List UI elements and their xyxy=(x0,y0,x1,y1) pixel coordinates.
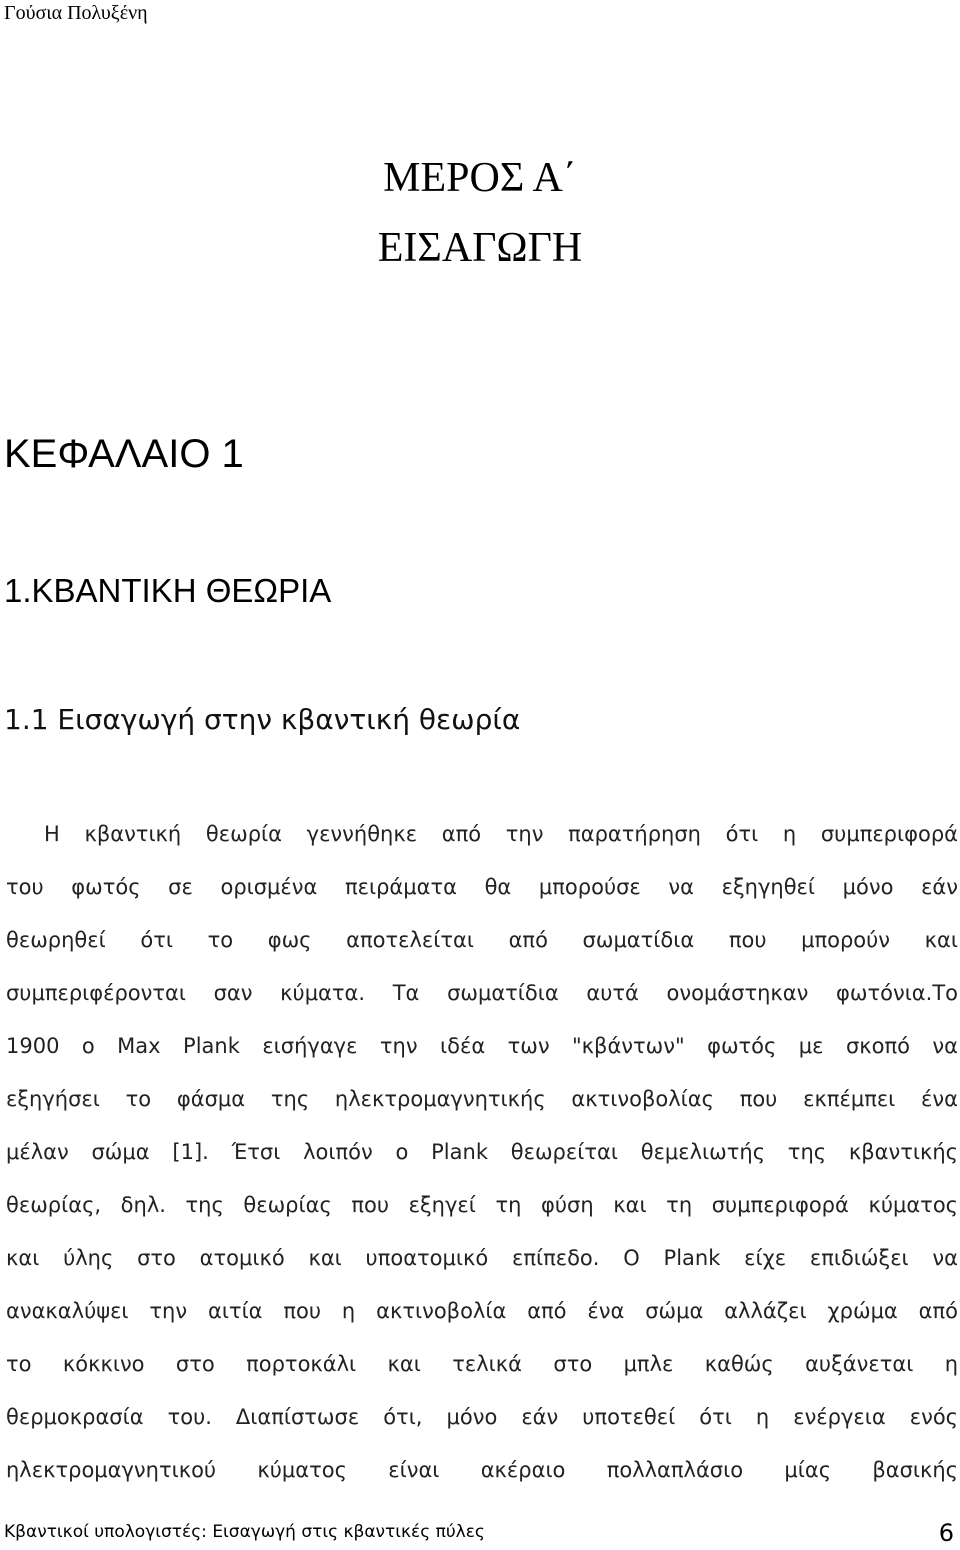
footer-document-title: Κβαντικοί υπολογιστές: Εισαγωγή στις κβαντικές πύλες xyxy=(4,1522,485,1542)
paragraph-line: θερμοκρασία του. Διαπίστωσε ότι, μόνο εάν υποτεθεί ότι η ενέργεια ενός xyxy=(6,1405,958,1429)
header-author: Γούσια Πολυξένη xyxy=(4,2,148,24)
chapter-title: ΚΕΦΑΛΑΙΟ 1 xyxy=(4,432,244,476)
paragraph-line: 1900 ο Max Plank εισήγαγε την ιδέα των "κβάντων" φωτός με σκοπό να xyxy=(6,1034,958,1058)
paragraph-line: ανακαλύψει την αιτία που η ακτινοβολία από ένα σώμα αλλάζει χρώμα από xyxy=(6,1299,958,1323)
section-title: 1.ΚΒΑΝΤΙΚΗ ΘΕΩΡΙΑ xyxy=(4,572,332,609)
page-number: 6 xyxy=(938,1519,954,1547)
paragraph-line: θεωρηθεί ότι το φως αποτελείται από σωματίδια που μπορούν και xyxy=(6,928,958,952)
paragraph-line: το κόκκινο στο πορτοκάλι και τελικά στο μπλε καθώς αυξάνεται η xyxy=(6,1352,958,1376)
body-paragraph xyxy=(6,808,958,1497)
paragraph-line: και ύλης στο ατομικό και υποατομικό επίπεδο. Ο Plank είχε επιδιώξει να xyxy=(6,1246,958,1270)
paragraph-line: του φωτός σε ορισμένα πειράματα θα μπορούσε να εξηγηθεί μόνο εάν xyxy=(6,875,958,899)
paragraph-line: μέλαν σώμα [1]. Έτσι λοιπόν ο Plank θεωρείται θεμελιωτής της κβαντικής xyxy=(6,1140,958,1164)
part-title: ΜΕΡΟΣ Α΄ xyxy=(383,155,577,201)
paragraph-line: ηλεκτρομαγνητικού κύματος είναι ακέραιο πολλαπλάσιο μίας βασικής xyxy=(6,1458,958,1482)
paragraph-line: συμπεριφέρονται σαν κύματα. Τα σωματίδια αυτά ονομάστηκαν φωτόνια.Το xyxy=(6,981,958,1005)
subsection-title: 1.1 Εισαγωγή στην κβαντική θεωρία xyxy=(4,703,521,736)
part-subtitle: ΕΙΣΑΓΩΓΗ xyxy=(377,225,583,271)
paragraph-line: θεωρίας, δηλ. της θεωρίας που εξηγεί τη φύση και τη συμπεριφορά κύματος xyxy=(6,1193,958,1217)
paragraph-line: εξηγήσει το φάσμα της ηλεκτρομαγνητικής ακτινοβολίας που εκπέμπει ένα xyxy=(6,1087,958,1111)
paragraph-line: Η κβαντική θεωρία γεννήθηκε από την παρατήρηση ότι η συμπεριφορά xyxy=(44,822,958,846)
